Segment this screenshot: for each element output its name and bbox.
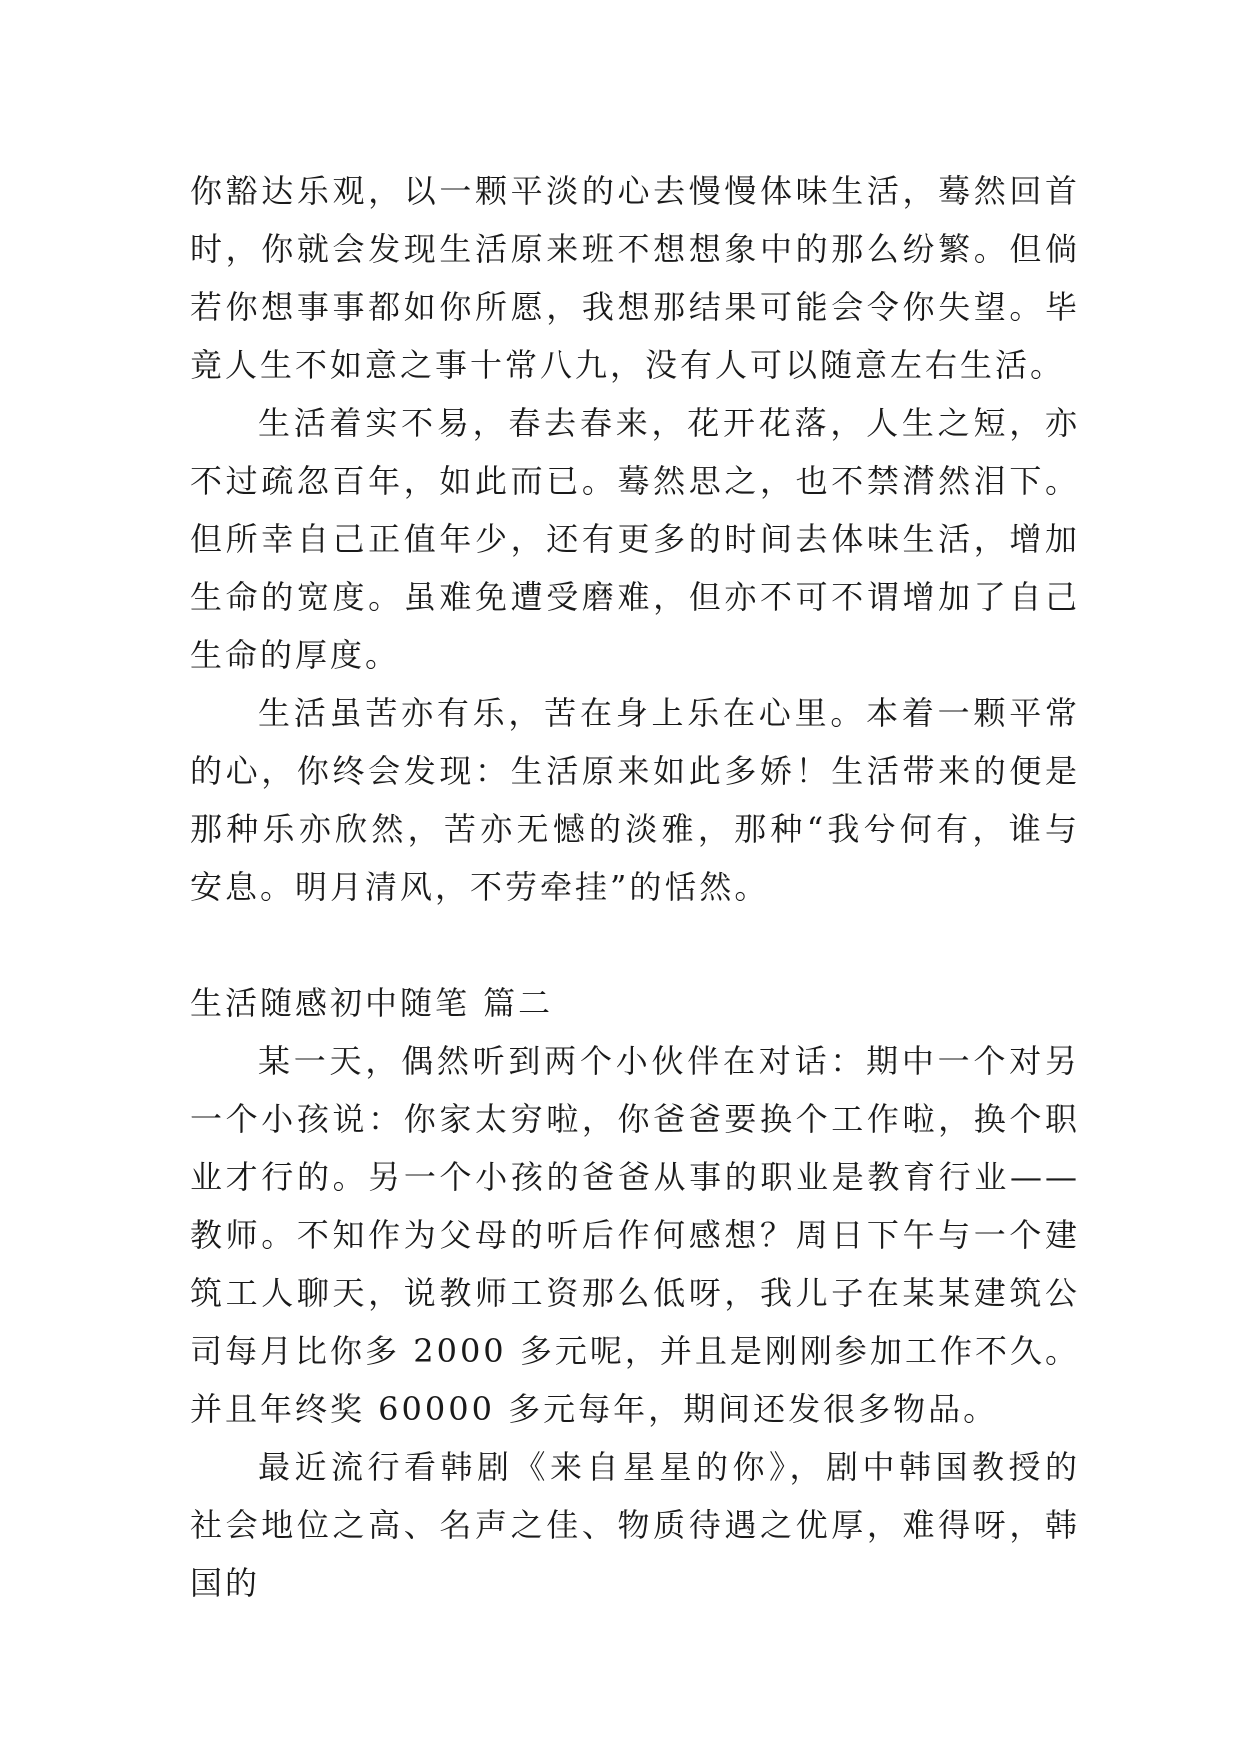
paragraph-3: 生活虽苦亦有乐，苦在身上乐在心里。本着一颗平常的心，你终会发现：生活原来如此多娇！生活带来的便是那种乐亦欣然，苦亦无憾的淡雅，那种“我兮何有，谁与安息。明月清风，不劳牵挂”的恬然。 [190, 694, 1080, 906]
paragraph-2: 生活着实不易，春去春来，花开花落，人生之短，亦不过疏忽百年，如此而已。蓦然思之，也不禁潸然泪下。但所幸自己正值年少，还有更多的时间去体味生活，增加生命的宽度。虽难免遭受磨难，但亦不可不谓增加了自己生命的厚度。 [190, 404, 1080, 674]
paragraph-5: 最近流行看韩剧《来自星星的你》，剧中韩国教授的社会地位之高、名声之佳、物质待遇之优厚，难得呀，韩国的 [190, 1448, 1080, 1602]
section-spacer [190, 916, 1080, 974]
document-body [190, 162, 1080, 1612]
paragraph-4: 某一天，偶然听到两个小伙伴在对话：期中一个对另一个小孩说：你家太穷啦，你爸爸要换个工作啦，换个职业才行的。另一个小孩的爸爸从事的职业是教育行业——教师。不知作为父母的听后作何感想？周日下午与一个建筑工人聊天，说教师工资那么低呀，我儿子在某某建筑公司每月比你多 2000 多元呢，并且是刚刚参加工作不久。并且年终奖 60000 多元每年，期间还发很多物品。 [190, 1042, 1080, 1428]
section-title: 生活随感初中随笔 篇二 [190, 984, 554, 1022]
paragraph-1: 你豁达乐观，以一颗平淡的心去慢慢体味生活，蓦然回首时，你就会发现生活原来班不想想象中的那么纷繁。但倘若你想事事都如你所愿，我想那结果可能会令你失望。毕竟人生不如意之事十常八九，没有人可以随意左右生活。 [190, 172, 1080, 384]
